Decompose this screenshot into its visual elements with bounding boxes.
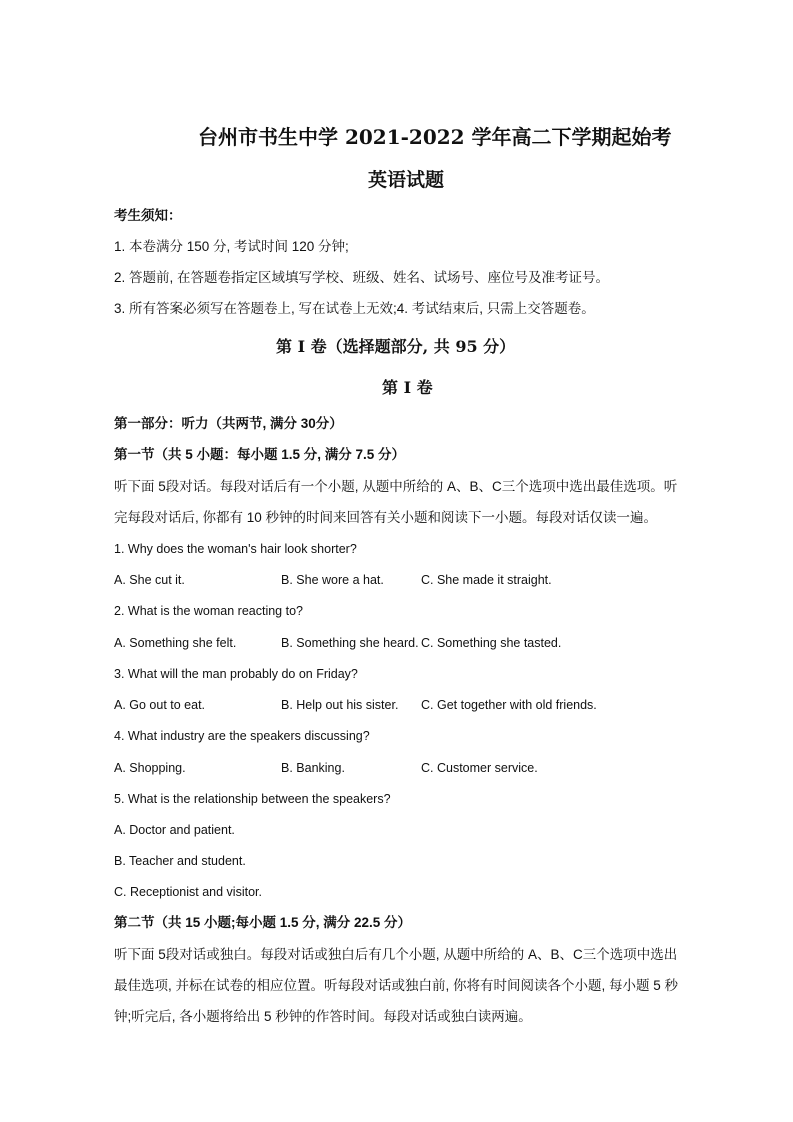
- notice-heading: 考生须知：: [114, 208, 182, 223]
- section2-heading: 第二节（共 15 小题;每小题 1.5 分, 满分 22.5 分）: [114, 915, 412, 930]
- option-a: A. Shopping.: [114, 761, 186, 775]
- notice-item-3: 3. 所有答案必须写在答题卷上, 写在试卷上无效;4. 考试结束后, 只需上交答题卷。: [114, 301, 595, 316]
- option-c: C. Something she tasted.: [421, 636, 562, 650]
- question-stem: 1. Why does the woman's hair look shorter?: [114, 542, 357, 556]
- page-subtitle: 英语试题: [368, 169, 445, 191]
- notice-item-1: 1. 本卷满分 150 分, 考试时间 120 分钟;: [114, 239, 349, 254]
- section1-instruction-line: 完每段对话后, 你都有 10 秒钟的时间来回答有关小题和阅读下一小题。每段对话仅读一遍。: [114, 510, 658, 525]
- option-b: B. Help out his sister.: [281, 698, 399, 712]
- notice-item-2: 2. 答题前, 在答题卷指定区域填写学校、班级、姓名、试场号、座位号及准考证号。: [114, 270, 610, 285]
- option-a: A. Something she felt.: [114, 636, 237, 650]
- option-a: A. Doctor and patient.: [114, 823, 235, 837]
- option-a: A. Go out to eat.: [114, 698, 206, 712]
- option-b: B. Banking.: [281, 761, 345, 775]
- volume-heading: 第 I 卷（选择题部分, 共 95 分）: [276, 337, 516, 356]
- section1-heading: 第一节（共 5 小题：每小题 1.5 分, 满分 7.5 分）: [114, 447, 406, 462]
- option-a: A. She cut it.: [114, 573, 185, 587]
- option-c: C. Receptionist and visitor.: [114, 885, 262, 899]
- section2-instruction-line: 钟;听完后, 各小题将给出 5 秒钟的作答时间。每段对话或独白读两遍。: [114, 1009, 532, 1024]
- section2-instruction-line: 最佳选项, 并标在试卷的相应位置。听每段对话或独白前, 你将有时间阅读各个小题, 每小题 5 秒: [114, 978, 679, 993]
- section2-instruction-line: 听下面 5段对话或独白。每段对话或独白后有几个小题, 从题中所给的 A、B、C三个选项中选出: [114, 947, 678, 962]
- volume-subheading: 第 I 卷: [382, 378, 433, 397]
- question-stem: 4. What industry are the speakers discussing?: [114, 729, 370, 743]
- question-stem: 3. What will the man probably do on Friday?: [114, 667, 358, 681]
- section1-instruction-line: 听下面 5段对话。每段对话后有一个小题, 从题中所给的 A、B、C三个选项中选出最佳选项。听: [114, 479, 678, 494]
- option-b: B. Teacher and student.: [114, 854, 246, 868]
- option-b: B. She wore a hat.: [281, 573, 384, 587]
- part1-heading: 第一部分：听力（共两节, 满分 30分）: [114, 416, 343, 431]
- question-stem: 5. What is the relationship between the speakers?: [114, 792, 391, 806]
- question-stem: 2. What is the woman reacting to?: [114, 604, 303, 618]
- page-title: 台州市书生中学 2021-2022 学年高二下学期起始考: [198, 125, 672, 149]
- option-c: C. Customer service.: [421, 761, 538, 775]
- option-c: C. Get together with old friends.: [421, 698, 597, 712]
- option-c: C. She made it straight.: [421, 573, 552, 587]
- option-b: B. Something she heard.: [281, 636, 419, 650]
